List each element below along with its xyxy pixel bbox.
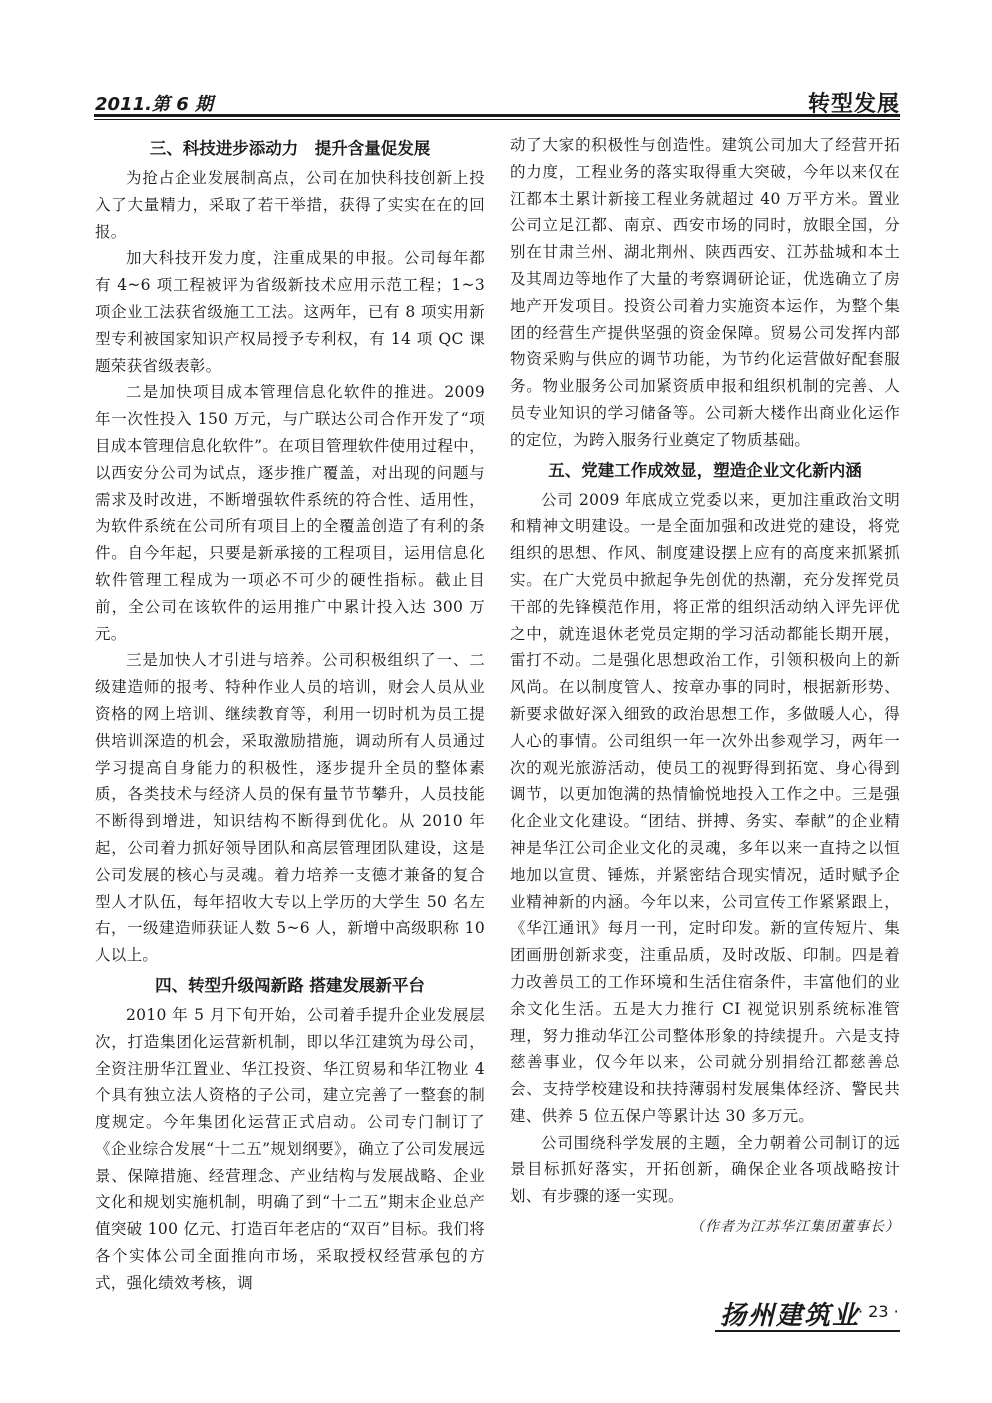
header-rule bbox=[94, 114, 900, 120]
section-title: 转型发展 bbox=[807, 92, 900, 117]
magazine-logo: 扬州建筑业 bbox=[720, 1301, 861, 1331]
issue-label: 2011.第 6 期 bbox=[95, 94, 213, 115]
section-heading-3: 三、科技进步添动力 提升含量促发展 bbox=[149, 139, 431, 158]
paragraph: 加大科技开发力度，注重成果的申报。公司每年都有 4~6 项工程被评为省级新技术应用示范工程；1~3 项企业工法获省级施工工法。这两年，已有 8 项实用新型专利被国家知识产权局授予专利权，有 14 项 QC 课题荣获省级表彰。 bbox=[95, 249, 485, 375]
paragraph: 公司 2009 年底成立党委以来，更加注重政治文明和精神文明建设。一是全面加强和改进党的建设，将党组织的思想、作风、制度建设摆上应有的高度来抓紧抓实。在广大党员中掀起争先创优的热潮，充分发挥党员干部的先锋模范作用，将正常的组织活动纳入评先评优之中，就连退休老党员定期的学习活动都能长期开展，雷打不动。二是强化思想政治工作，引领积极向上的新风尚。在以制度管人、按章办事的同时，根据新形势、新要求做好深入细致的政治思想工作，多做暖人心，得人心的事情。公司组织一年一次外出参观学习，两年一次的观光旅游活动，使员工的视野得到拓宽、身心得到调节，以更加饱满的热情愉悦地投入工作之中。三是强化企业文化建设。“团结、拼搏、务实、奉献”的企业精神是华江公司企业文化的灵魂，多年以来一直持之以恒地加以宣贯、锤炼，并紧密结合现实情况，适时赋予企业精神新的内涵。今年以来，公司宣传工作紧紧跟上，《华江通讯》每月一刊，定时印发。新的宣传短片、集团画册创新求变，注重品质，及时改版、印制。四是着力改善员工的工作环境和生活住宿条件，丰富他们的业余文化生活。五是大力推行 CI 视觉识别系统标准管理，努力推动华江公司整体形象的持续提升。六是支持慈善事业，仅今年以来，公司就分别捐给江都慈善总会、支持学校建设和扶持薄弱村发展集体经济、警民共建、供养 5 位五保户等累计达 30 多万元。 bbox=[510, 490, 900, 1125]
page-number: · 23 · bbox=[858, 1302, 899, 1321]
footer-rule bbox=[715, 1330, 900, 1332]
paragraph: 2010 年 5 月下旬开始，公司着手提升企业发展层次，打造集团化运营新机制，即以华江建筑为母公司，全资注册华江置业、华江投资、华江贸易和华江物业 4 个具有独立法人资格的子公司，建立完善了一整套的制度规定。今年集团化运营正式启动。公司专门制订了《企业综合发展“十二五”规划纲要》，确立了公司发展远景、保障措施、经营理念、产业结构与发展战略、企业文化和规划实施机制，明确了到“十二五”期末企业总产值突破 100 亿元、打造百年老店的“双百”目标。我们将各个实体公司全面推向市场，采取授权经营承包的方式，强化绩效考核，调 bbox=[95, 1005, 485, 1292]
paragraph: 为抢占企业发展制高点，公司在加快科技创新上投入了大量精力，采取了若干举措，获得了实实在在的回报。 bbox=[95, 169, 485, 241]
left-column bbox=[95, 132, 485, 1297]
author-byline: （作者为江苏华江集团董事长） bbox=[690, 1219, 900, 1236]
right-column bbox=[510, 132, 900, 1241]
paragraph: 公司围绕科学发展的主题，全力朝着公司制订的远景目标抓好落实，开拓创新，确保企业各项战略按计划、有步骤的逐一实现。 bbox=[510, 1133, 900, 1206]
section-heading-5: 五、党建工作成效显，塑造企业文化新内涵 bbox=[548, 460, 862, 480]
paragraph-continued: 动了大家的积极性与创造性。建筑公司加大了经营开拓的力度，工程业务的落实取得重大突破，今年以来仅在江都本土累计新接工程业务就超过 40 万平方米。置业公司立足江都、南京、西安市场的同时，放眼全国，分别在甘肃兰州、湖北荆州、陕西西安、江苏盐城和本土及其周边等地作了大量的考察调研论证，优选确立了房地产开发项目。投资公司着力实施资本运作，为整个集团的经营生产提供坚强的资金保障。贸易公司发挥内部物资采购与供应的调节功能，为节约化运营做好配套服务。物业服务公司加紧资质申报和组织机制的完善、人员专业知识的学习储备等。公司新大楼作出商业化运作的定位，为跨入服务行业奠定了物质基础。 bbox=[510, 136, 900, 449]
paragraph: 三是加快人才引进与培养。公司积极组织了一、二级建造师的报考、特种作业人员的培训，财会人员从业资格的网上培训、继续教育等，利用一切时机为员工提供培训深造的机会，采取激励措施，调动所有人员通过学习提高自身能力的积极性，逐步提升全员的整体素质，各类技术与经济人员的保有量节节攀升，人员技能不断得到增进，知识结构不断得到优化。从 2010 年起，公司着力抓好领导团队和高层管理团队建设，这是公司发展的核心与灵魂。着力培养一支德才兼备的复合型人才队伍，每年招收大专以上学历的大学生 50 名左右，一级建造师获证人数 5~6 人，新增中高级职称 10 人以上。 bbox=[95, 651, 485, 965]
paragraph: 二是加快项目成本管理信息化软件的推进。2009 年一次性投入 150 万元，与广联达公司合作开发了“项目成本管理信息化软件”。在项目管理软件使用过程中，以西安分公司为试点，逐步推广覆盖，对出现的问题与需求及时改进，不断增强软件系统的符合性、适用性，为软件系统在公司所有项目上的全覆盖创造了有利的条件。自今年起，只要是新承接的工程项目，运用信息化软件管理工程成为一项必不可少的硬性指标。截止目前，全公司在该软件的运用推广中累计投入达 300 万元。 bbox=[95, 383, 485, 643]
section-heading-4: 四、转型升级闯新路 搭建发展新平台 bbox=[155, 975, 425, 995]
